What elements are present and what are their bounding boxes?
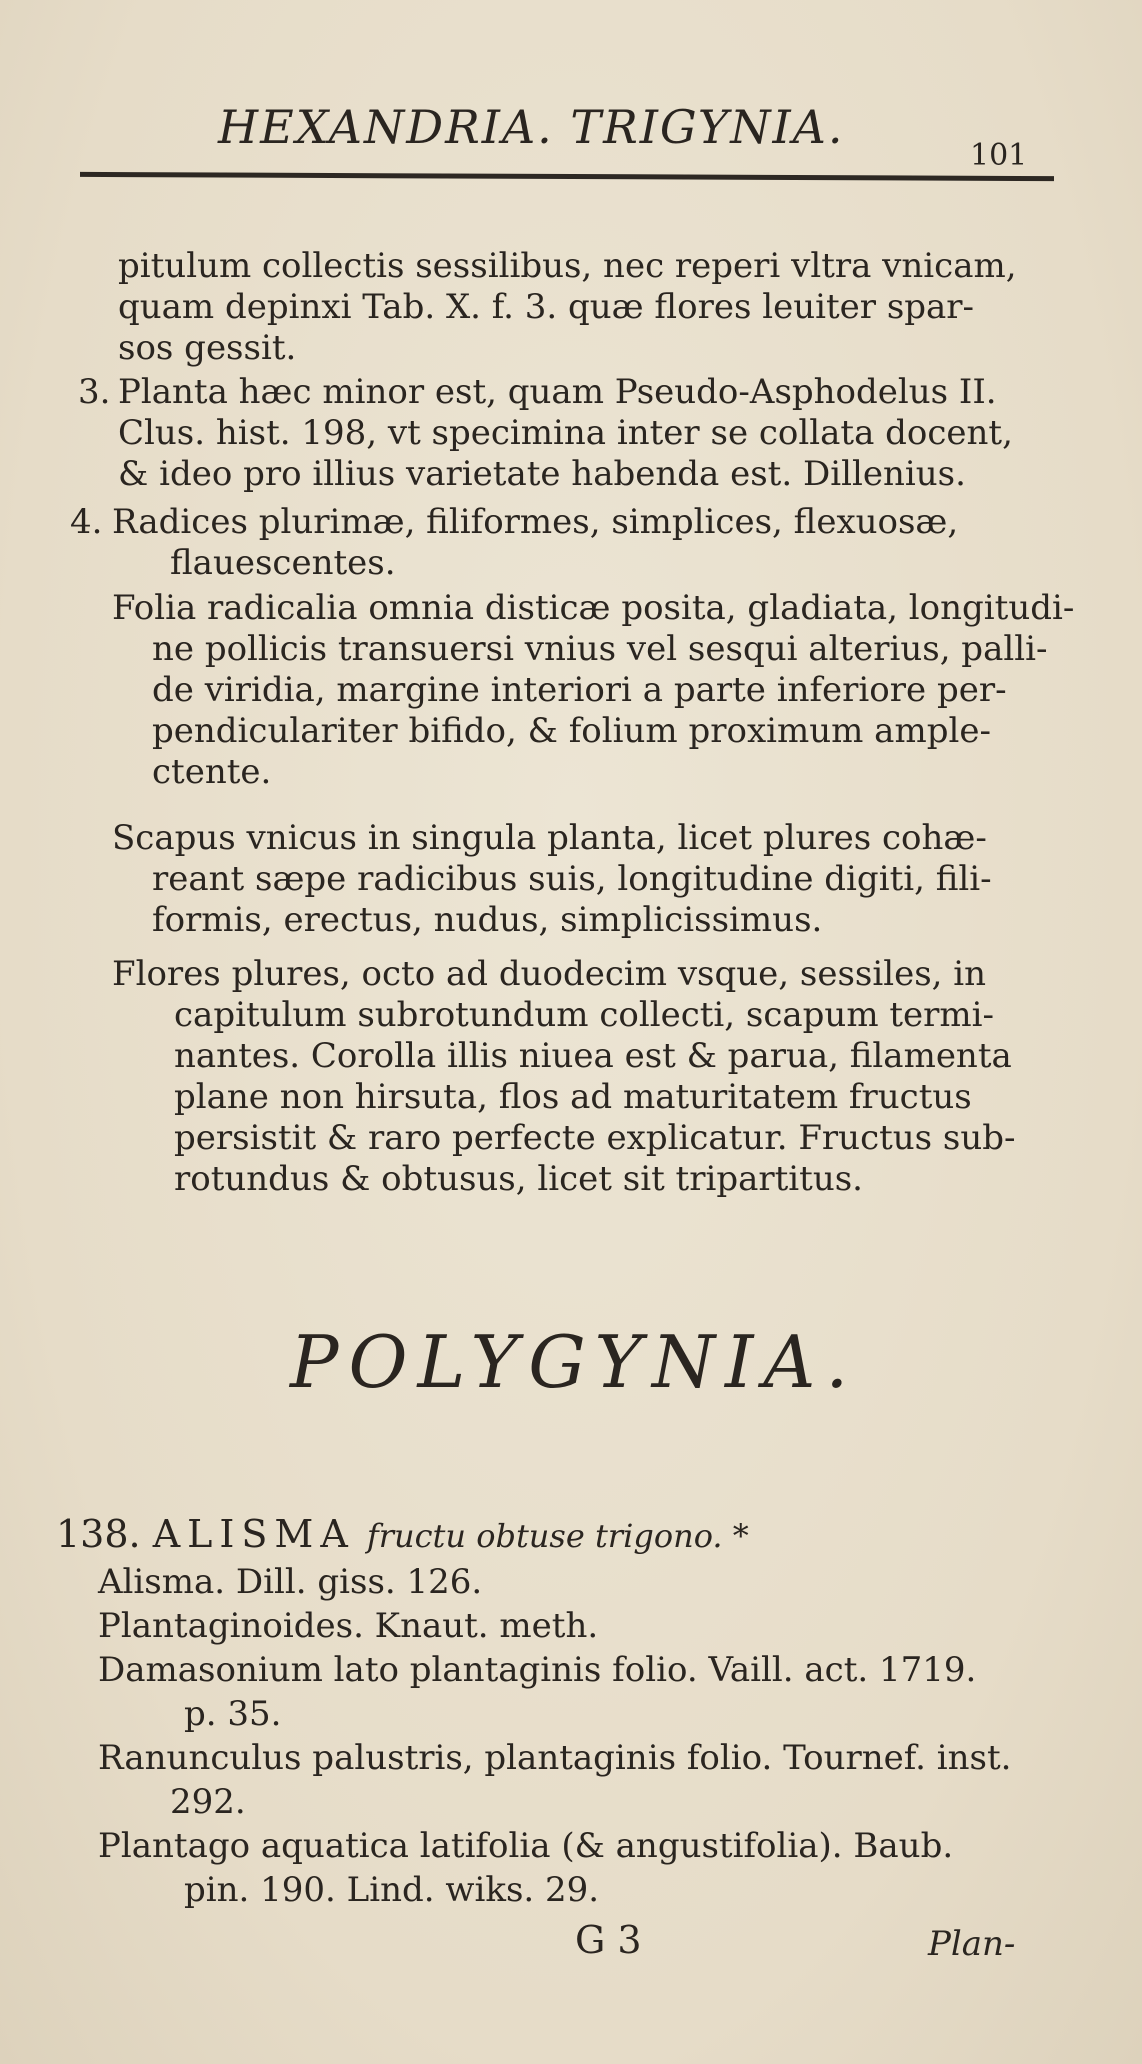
intro-paragraph: [118, 246, 1017, 369]
text-line: de viridia, margine interiori a parte inferiore per-: [152, 670, 1007, 710]
text-line: Folia radicalia omnia disticæ posita, gladiata, longitudi-: [112, 588, 1075, 628]
text-line: Clus. hist. 198, vt specimina inter se collata docent,: [118, 413, 1013, 453]
synonym-line: Damasonium lato plantaginis folio. Vaill. act. 1719.: [98, 1650, 977, 1690]
signature-mark: G 3: [575, 1918, 642, 1962]
genus-name: ALISMA: [152, 1512, 355, 1556]
synonym-line: Plantago aquatica latifolia (& angustifolia). Baub.: [98, 1826, 954, 1866]
text-line: formis, erectus, nudus, simplicissimus.: [152, 900, 823, 940]
text-line: & ideo pro illius varietate habenda est. Dillenius.: [118, 454, 966, 494]
text-line: Flores plures, octo ad duodecim vsque, sessiles, in: [112, 954, 987, 994]
text-line: capitulum subrotundum collecti, scapum termi-: [174, 995, 995, 1035]
entry-number: 138.: [56, 1512, 141, 1556]
text-line: flauescentes.: [170, 543, 396, 583]
running-header: [0, 100, 1142, 173]
running-title: HEXANDRIA. TRIGYNIA.: [218, 100, 845, 154]
flores-paragraph: [112, 954, 1016, 1200]
synonym-line: Ranunculus palustris, plantaginis folio. Tournef. inst.: [98, 1738, 1012, 1778]
text-line: Scapus vnicus in singula planta, licet plures cohæ-: [112, 818, 987, 858]
text-line: plane non hirsuta, flos ad maturitatem fructus: [174, 1077, 972, 1117]
note-number: 4.: [70, 502, 103, 542]
text-line: pitulum collectis sessilibus, nec reperi vltra vnicam,: [118, 246, 1017, 286]
page-number: 101: [970, 138, 1028, 173]
text-line: Radices plurimæ, filiformes, simplices, flexuosæ,: [112, 502, 959, 542]
text-line: persistit & raro perfecte explicatur. Fructus sub-: [174, 1118, 1016, 1158]
text-line: pendiculariter bifido, & folium proximum ample-: [152, 711, 991, 751]
text-line: sos gessit.: [118, 328, 297, 368]
note-number: 3.: [78, 372, 111, 412]
synonym-line: pin. 190. Lind. wiks. 29.: [184, 1870, 600, 1910]
section-heading: POLYGYNIA.: [290, 1320, 859, 1404]
synonym-list: [98, 1560, 1011, 1912]
entry-heading: [56, 1512, 749, 1556]
synonym-line: Alisma. Dill. giss. 126.: [98, 1562, 483, 1602]
text-line: rotundus & obtusus, licet sit tripartitus.: [174, 1159, 863, 1199]
text-line: ctente.: [152, 752, 272, 792]
text-line: nantes. Corolla illis niuea est & parua, filamenta: [174, 1036, 1012, 1076]
synonym-line: p. 35.: [184, 1694, 282, 1734]
scapus-paragraph: [112, 818, 992, 941]
synonym-line: 292.: [170, 1782, 246, 1822]
diagnosis: fructu obtuse trigono. *: [366, 1517, 749, 1555]
folia-paragraph: [112, 588, 1074, 793]
text-line: Planta hæc minor est, quam Pseudo-Asphodelus II.: [118, 372, 997, 412]
header-rule: [80, 172, 1054, 181]
synonym-line: Plantaginoides. Knaut. meth.: [98, 1606, 599, 1646]
text-line: ne pollicis transuersi vnius vel sesqui alterius, palli-: [152, 629, 1048, 669]
text-line: reant sæpe radicibus suis, longitudine digiti, fili-: [152, 859, 992, 899]
catchword: Plan-: [928, 1924, 1016, 1964]
text-line: quam depinxi Tab. X. f. 3. quæ flores leuiter spar-: [118, 287, 975, 327]
radices-paragraph: [112, 502, 958, 584]
note-3: [118, 372, 1013, 495]
